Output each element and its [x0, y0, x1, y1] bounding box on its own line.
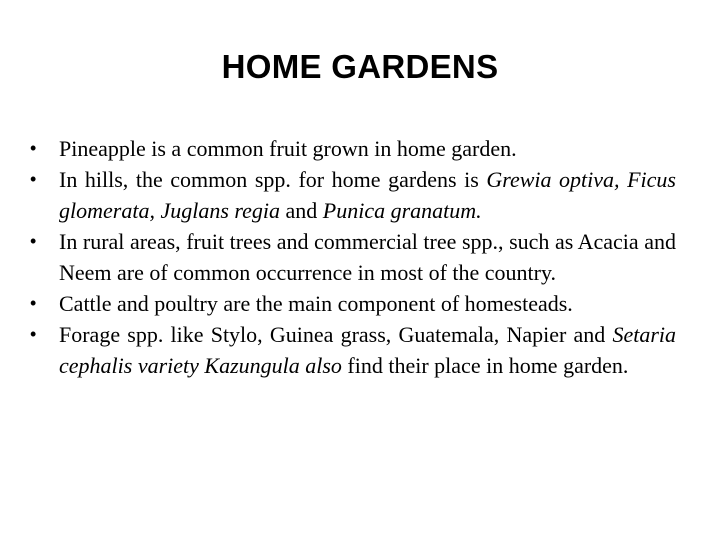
species-name-italic: Punica granatum.	[322, 198, 482, 223]
list-item	[30, 133, 676, 164]
bullet-text: and	[280, 198, 323, 223]
slide-title: HOME GARDENS	[221, 48, 499, 85]
list-item	[30, 319, 676, 381]
list-item	[30, 288, 676, 319]
bullet-text: In hills, the common spp. for home gardens is	[59, 167, 487, 192]
bullet-list	[30, 133, 676, 381]
bullet-icon: •	[30, 293, 37, 313]
list-item	[30, 226, 676, 288]
bullet-text: Forage spp. like Stylo, Guinea grass, Guatemala, Napier and	[59, 322, 613, 347]
list-item	[30, 164, 676, 226]
bullet-icon: •	[30, 169, 37, 189]
bullet-icon: •	[30, 324, 37, 344]
bullet-text: find their place in home garden.	[341, 353, 629, 378]
bullet-text: Pineapple is a common fruit grown in home garden.	[59, 136, 517, 161]
bullet-icon: •	[30, 231, 37, 251]
bullet-icon: •	[30, 138, 37, 158]
bullet-text: Cattle and poultry are the main component of homesteads.	[59, 291, 573, 316]
bullet-text: In rural areas, fruit trees and commercial tree spp., such as Acacia and Neem are of common occurrence in most of the country.	[59, 229, 676, 285]
species-names-italic: Grewia optiva, Ficus glomerata, Juglans regia	[59, 167, 676, 223]
species-names-italic: Setaria cephalis variety Kazungula also	[59, 322, 676, 378]
